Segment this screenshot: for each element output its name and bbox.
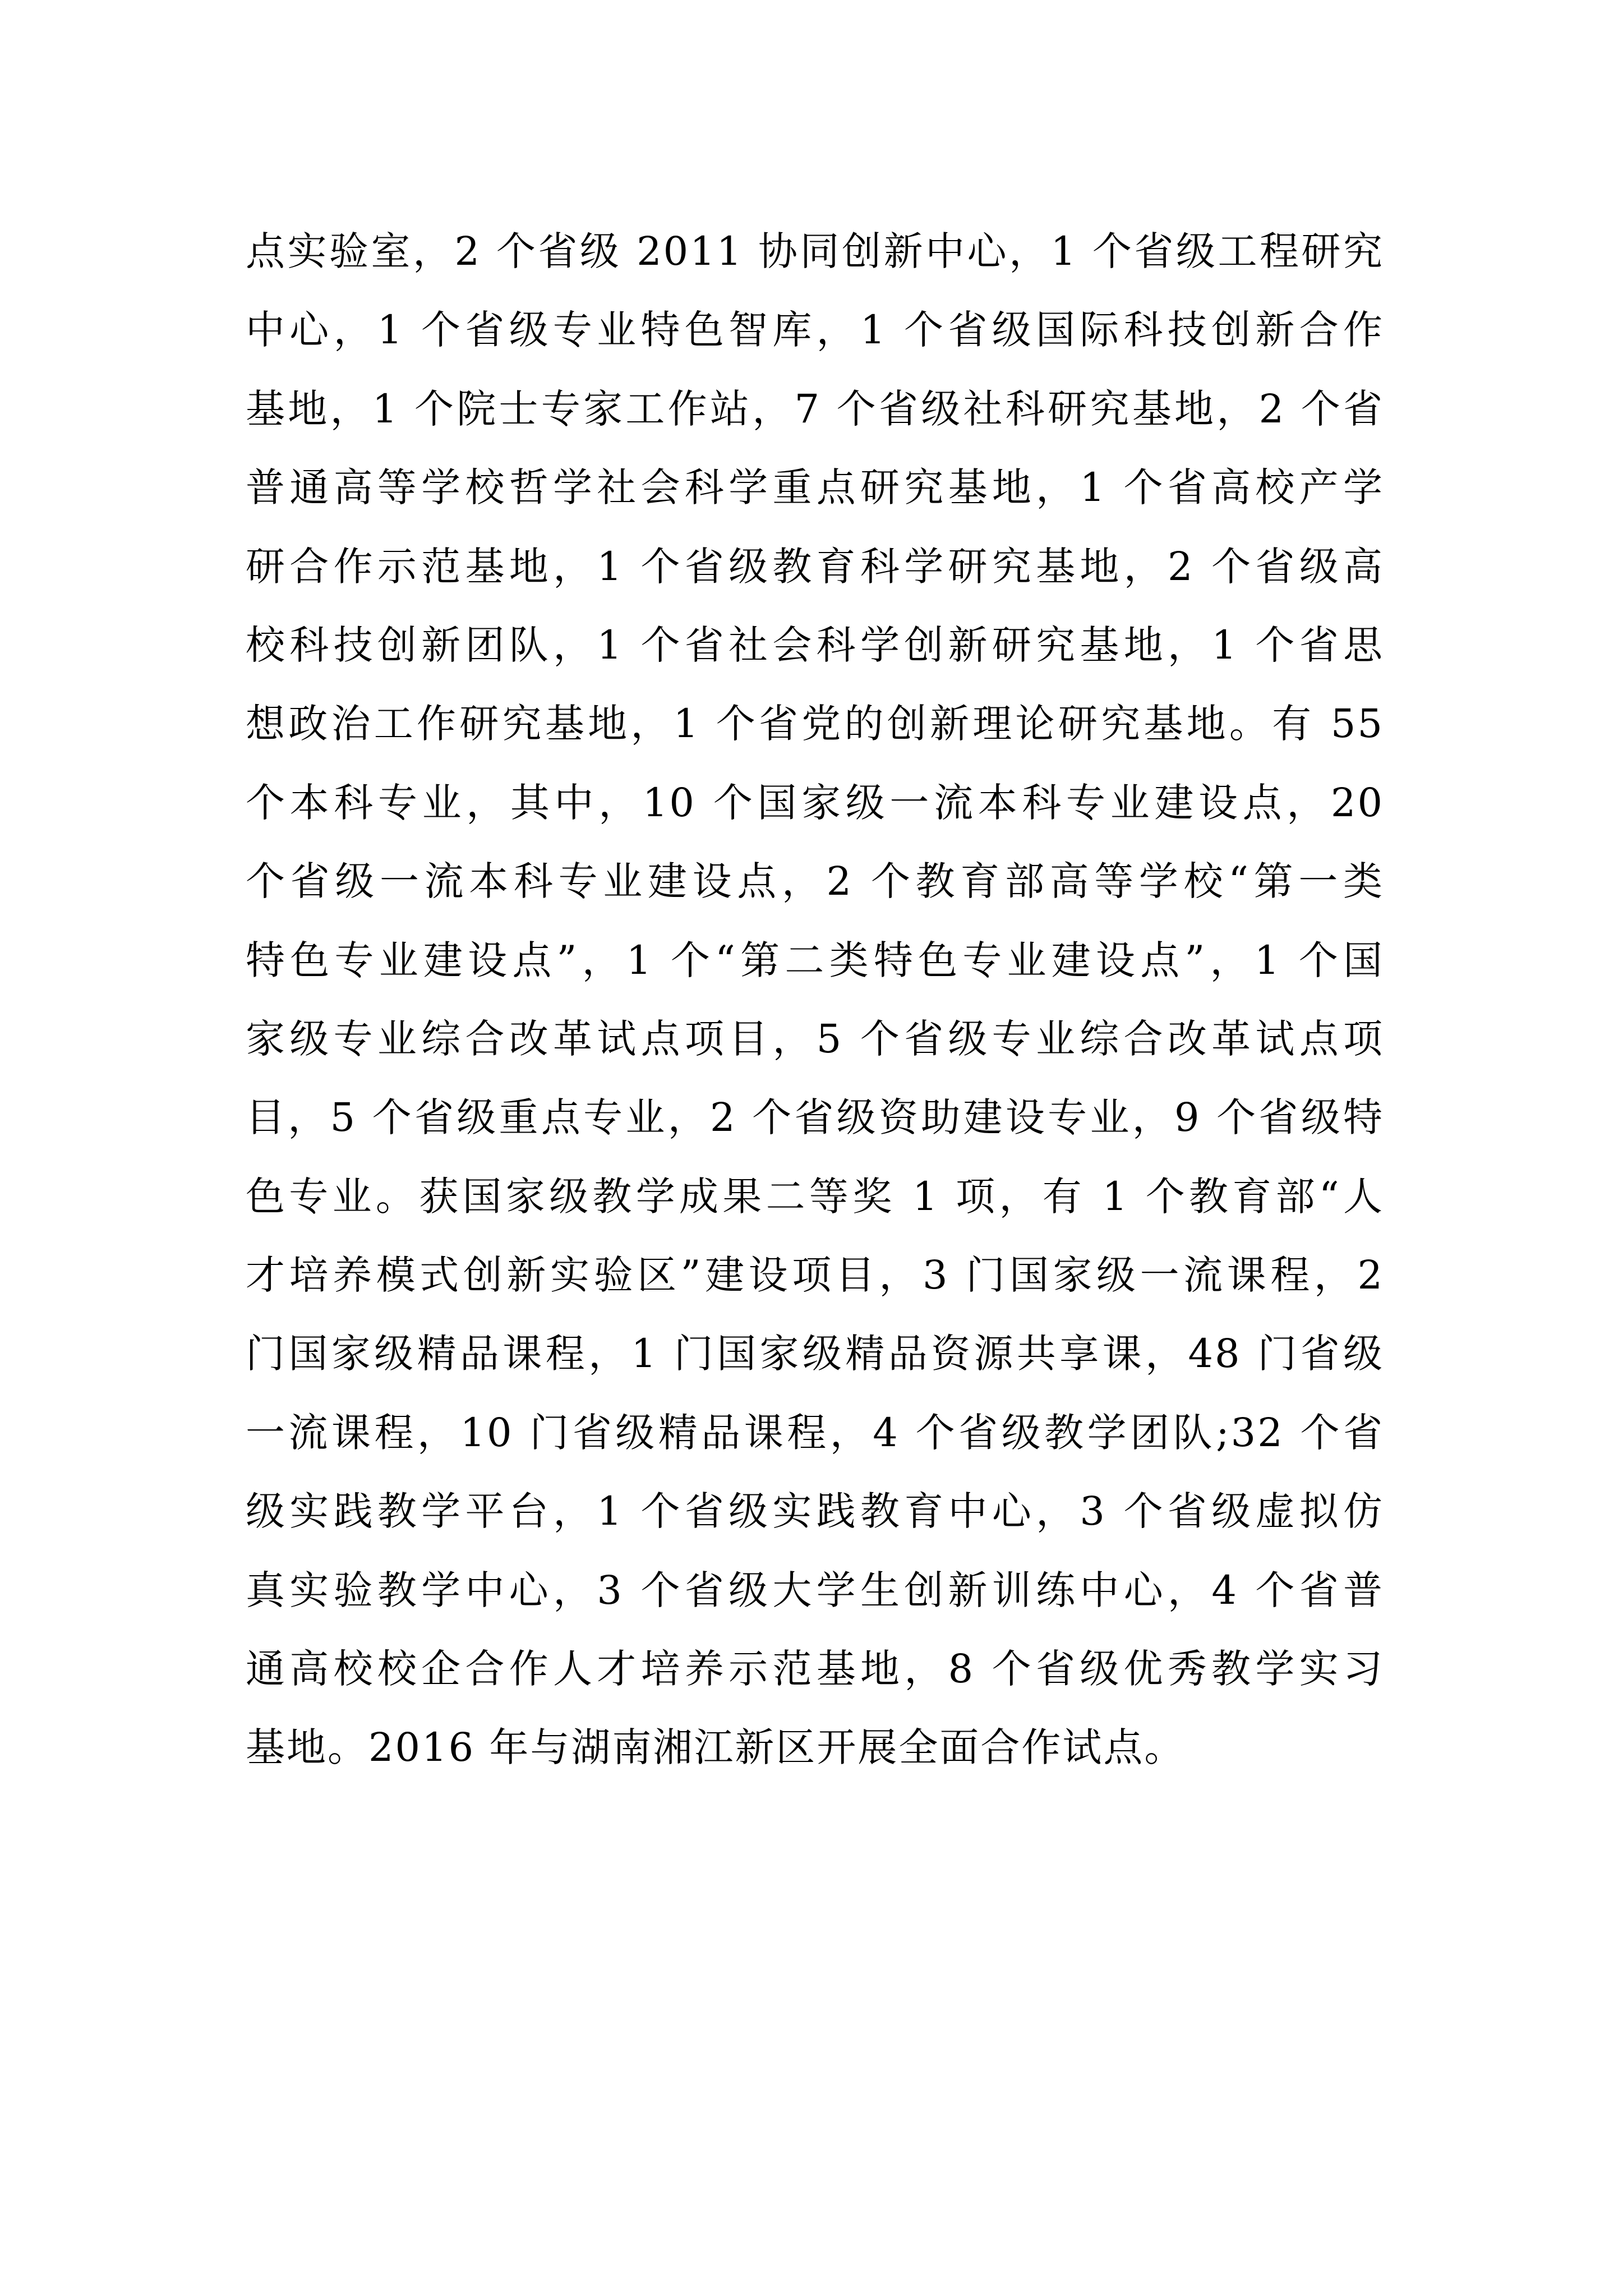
text-line: 个本科专业，其中，10 个国家级一流本科专业建设点，20: [246, 779, 1384, 826]
text-line: 特色专业建设点”，1 个“第二类特色专业建设点”，1 个国: [246, 937, 1384, 983]
text-line: 才培养模式创新实验区”建设项目，3 门国家级一流课程，2: [246, 1252, 1384, 1299]
text-line: 基地。2016 年与湖南湘江新区开展全面合作试点。: [246, 1724, 1186, 1771]
text-line: 点实验室，2 个省级 2011 协同创新中心，1 个省级工程研究: [246, 228, 1384, 274]
text-line: 家级专业综合改革试点项目，5 个省级专业综合改革试点项: [246, 1015, 1384, 1062]
text-line: 普通高等学校哲学社会科学重点研究基地，1 个省高校产学: [246, 464, 1384, 511]
text-line: 校科技创新团队，1 个省社会科学创新研究基地，1 个省思: [246, 622, 1384, 668]
text-line: 想政治工作研究基地，1 个省党的创新理论研究基地。有 55: [246, 701, 1384, 747]
text-line: 色专业。获国家级教学成果二等奖 1 项，有 1 个教育部“人: [246, 1173, 1384, 1220]
text-line: 目，5 个省级重点专业，2 个省级资助建设专业，9 个省级特: [246, 1094, 1384, 1141]
text-line: 中心，1 个省级专业特色智库，1 个省级国际科技创新合作: [246, 307, 1384, 353]
text-line: 门国家级精品课程，1 门国家级精品资源共享课，48 门省级: [246, 1331, 1384, 1377]
text-line: 一流课程，10 门省级精品课程，4 个省级教学团队;32 个省: [246, 1409, 1384, 1456]
text-line: 基地，1 个院士专家工作站，7 个省级社科研究基地，2 个省: [246, 385, 1384, 432]
text-line: 个省级一流本科专业建设点，2 个教育部高等学校“第一类: [246, 858, 1384, 905]
text-line: 研合作示范基地，1 个省级教育科学研究基地，2 个省级高: [246, 543, 1384, 590]
text-line: 真实验教学中心，3 个省级大学生创新训练中心，4 个省普: [246, 1567, 1384, 1613]
body-paragraph: [246, 212, 1384, 1787]
text-line: 通高校校企合作人才培养示范基地，8 个省级优秀教学实习: [246, 1646, 1384, 1692]
text-line: 级实践教学平台，1 个省级实践教育中心，3 个省级虚拟仿: [246, 1488, 1384, 1535]
